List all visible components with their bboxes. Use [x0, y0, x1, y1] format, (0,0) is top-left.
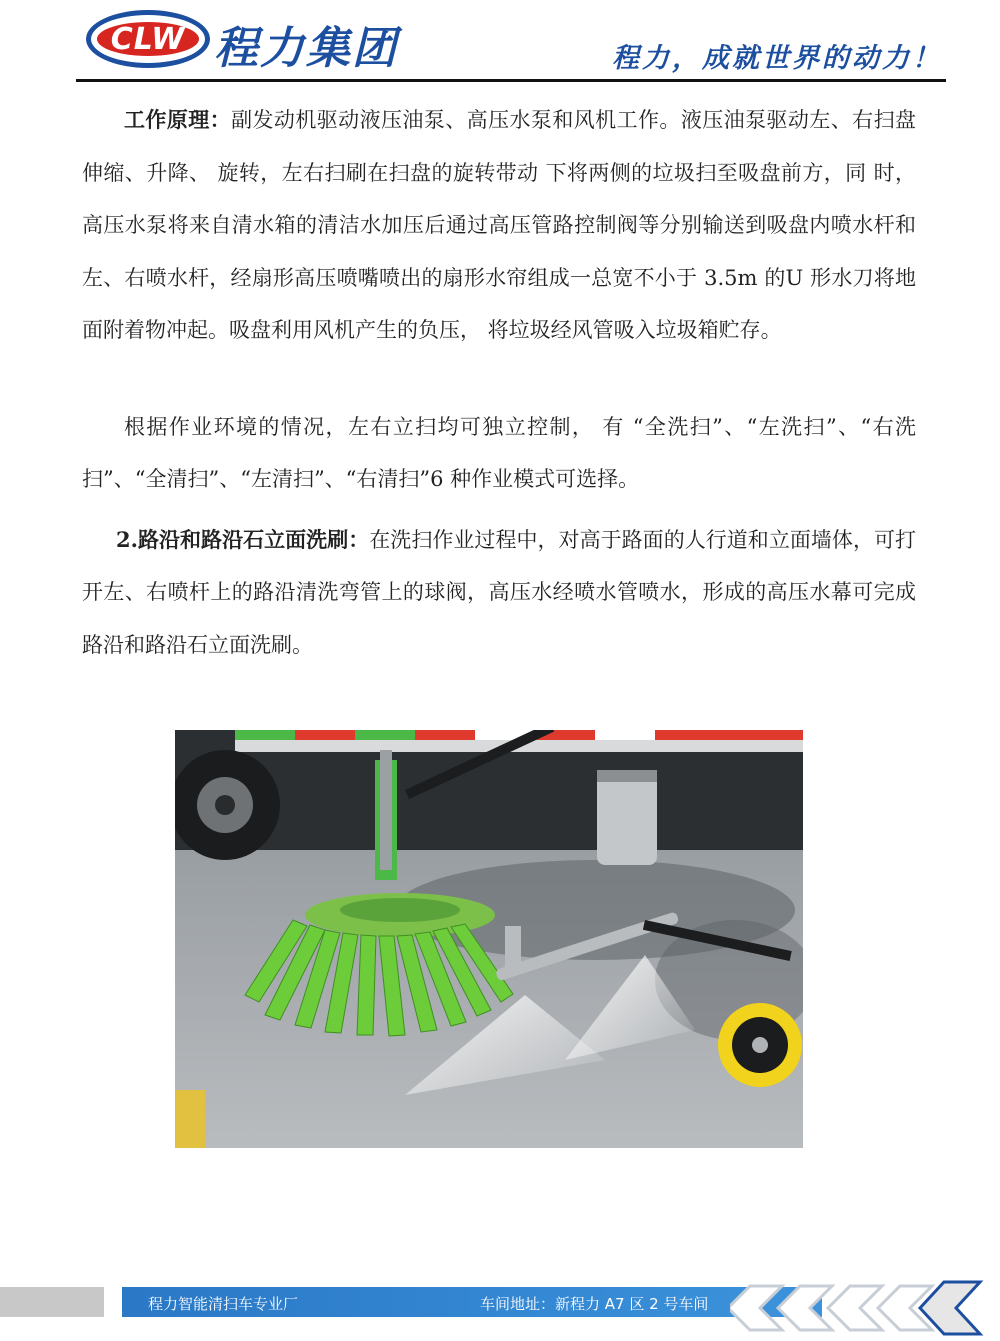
paragraph-curb-washing — [82, 514, 916, 672]
footer-factory-text: 程力智能清扫车专业厂 — [148, 1295, 299, 1313]
curb-washing-label: 2.路沿和路沿石立面洗刷： — [116, 526, 370, 552]
footer-chevron-decoration — [730, 1268, 1000, 1341]
footer-gray-band — [0, 1287, 104, 1317]
sweeper-photo-illustration — [175, 730, 803, 1148]
paragraph-operation-modes: 根据作业环境的情况，左右立扫均可独立控制， 有 “全洗扫”、“左洗扫”、“右洗扫”、“全清扫”、“左清扫”、“右清扫”6 种作业模式可选择。 — [82, 414, 916, 491]
footer-address-text: 车间地址：新程力 A7 区 2 号车间 — [480, 1295, 709, 1313]
slogan: 程力，成就世界的动力！ — [612, 43, 942, 74]
sweeper-brush-photo — [175, 730, 803, 1148]
paragraph-working-principle — [82, 94, 916, 357]
page-header — [0, 0, 1000, 90]
header-divider — [76, 79, 946, 82]
logo-letters: CLW — [110, 21, 186, 57]
working-principle-label: 工作原理： — [124, 107, 232, 132]
company-name: 程力集团 — [214, 23, 398, 74]
footer-bar — [122, 1287, 822, 1317]
document-body — [82, 94, 916, 671]
clw-logo — [86, 10, 210, 68]
curb-washing-text: 在洗扫作业过程中，对高于路面的人行道和立面墙体，可打开左、右喷杆上的路沿清洗弯管上的球阀，高压水经喷水管喷水，形成的高压水幕可完成路沿和路沿石立面洗刷。 — [82, 527, 917, 657]
working-principle-text: 副发动机驱动液压油泵、高压水泵和风机工作。液压油泵驱动左、右扫盘伸缩、升降、 旋转，左右扫刷在扫盘的旋转带动 下将两侧的垃圾扫至吸盘前方，同 时，高压水泵将来自清水箱的清洁水加压后通过高压管路控制阀等分别输送到吸盘内喷水杆和左、右喷水杆，经扇形高压喷嘴喷出的扇形水帘组成一总宽不小于 3.5m 的U 形水刀将地面附着物冲起。吸盘利用风机产生的负压， 将垃圾经风管吸入垃圾箱贮存。 — [82, 108, 917, 342]
